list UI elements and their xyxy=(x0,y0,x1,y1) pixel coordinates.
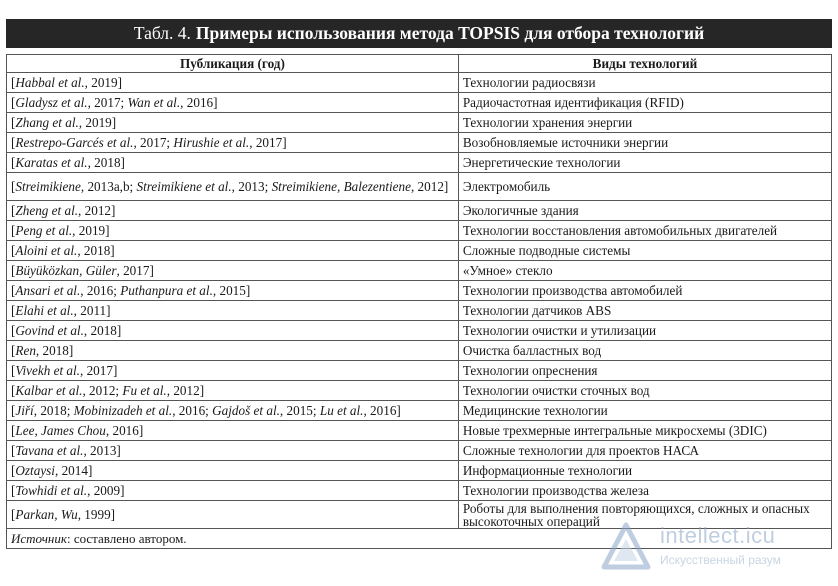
technology-cell: Сложные подводные системы xyxy=(458,241,831,261)
citation-text: , 2012; xyxy=(82,383,123,398)
publication-cell xyxy=(7,421,459,441)
table-caption: Примеры использования метода TOPSIS для отбора технологий xyxy=(195,23,705,43)
technology-cell: Роботы для выполнения повторяющихся, сложных и опасных высокоточных операций xyxy=(458,501,831,529)
footnote-label: Источник xyxy=(11,531,67,546)
table-number: Табл. 4. xyxy=(133,23,191,43)
citation-text: , 2019] xyxy=(72,223,110,238)
author-name: Wan et al. xyxy=(127,95,181,110)
publication-cell xyxy=(7,501,459,529)
citation-text: [ xyxy=(11,463,16,478)
table-row xyxy=(7,261,832,281)
table-row xyxy=(7,241,832,261)
author-name: Restrepo-Garcés et al. xyxy=(15,135,134,150)
citation-text: [ xyxy=(11,343,16,358)
technology-cell: Очистка балластных вод xyxy=(458,341,831,361)
author-name: Tavana et al. xyxy=(15,443,84,458)
citation-text: , 2016; xyxy=(172,403,213,418)
citation-text: , 2015; xyxy=(279,403,320,418)
citation-text: , 2016] xyxy=(363,403,401,418)
table-row xyxy=(7,381,832,401)
citation-text: , 2018; xyxy=(33,403,74,418)
citation-text: , 2018] xyxy=(83,323,122,338)
citation-text: , 2013; xyxy=(231,179,272,194)
author-name: Ren xyxy=(15,343,36,358)
table-row xyxy=(7,113,832,133)
technology-cell: Технологии хранения энергии xyxy=(458,113,831,133)
citation-text: , 2019] xyxy=(84,75,123,90)
table-row xyxy=(7,133,832,153)
technology-cell: Новые трехмерные интегральные микросхемы (3DIC) xyxy=(458,421,831,441)
citation-text: , 2018] xyxy=(87,155,125,170)
author-name: Vivekh et al. xyxy=(15,363,80,378)
citation-text: [ xyxy=(11,263,16,278)
publication-cell xyxy=(7,401,459,421)
citation-text: , 2019] xyxy=(78,115,117,130)
technology-cell: Технологии производства автомобилей xyxy=(458,281,831,301)
citation-text: [ xyxy=(11,483,16,498)
citation-text: [ xyxy=(11,223,16,238)
author-name: Büyüközkan, Güler xyxy=(15,263,117,278)
header-technology: Виды технологий xyxy=(458,55,831,73)
author-name: Habbal et al. xyxy=(15,75,85,90)
citation-text: [ xyxy=(11,443,16,458)
technology-cell: Экологичные здания xyxy=(458,201,831,221)
author-name: Zheng et al. xyxy=(15,203,79,218)
citation-text: , 2009] xyxy=(87,483,125,498)
author-name: Towhidi et al. xyxy=(15,483,88,498)
author-name: Parkan, Wu xyxy=(15,507,78,522)
author-name: Fu et al. xyxy=(122,383,167,398)
publication-cell xyxy=(7,261,459,281)
citation-text: , 2017; xyxy=(87,95,128,110)
citation-text: [ xyxy=(11,95,16,110)
watermark-text: intellect.icu xyxy=(660,523,776,548)
technology-cell: «Умное» стекло xyxy=(458,261,831,281)
citation-text: [ xyxy=(11,507,16,522)
table-row xyxy=(7,301,832,321)
watermark-subtext: Искусственный разум xyxy=(660,553,781,567)
publication-cell xyxy=(7,381,459,401)
publication-cell xyxy=(7,173,459,201)
publication-cell xyxy=(7,241,459,261)
author-name: Mobinizadeh et al. xyxy=(73,403,173,418)
technology-cell: Технологии производства железа xyxy=(458,481,831,501)
author-name: Puthanpura et al. xyxy=(120,283,213,298)
citation-text: , 2012] xyxy=(166,383,205,398)
citation-text: [ xyxy=(11,283,16,298)
citation-text: [ xyxy=(11,135,16,150)
publication-cell xyxy=(7,221,459,241)
footnote xyxy=(7,529,832,549)
publication-cell xyxy=(7,281,459,301)
citation-text: , 2017] xyxy=(249,135,287,150)
citation-text: [ xyxy=(11,203,16,218)
technology-cell: Сложные технологии для проектов НАСА xyxy=(458,441,831,461)
technology-cell: Технологии очистки и утилизации xyxy=(458,321,831,341)
technology-cell: Технологии очистки сточных вод xyxy=(458,381,831,401)
citation-text: , 2016; xyxy=(80,283,121,298)
author-name: Streimikiene xyxy=(15,179,81,194)
citation-text: , 2017; xyxy=(133,135,174,150)
citation-text: , 2016] xyxy=(105,423,144,438)
author-name: Jiří xyxy=(15,403,34,418)
citation-text: [ xyxy=(11,303,16,318)
author-name: Peng et al. xyxy=(15,223,73,238)
citation-text: , 2015] xyxy=(212,283,251,298)
citation-text: [ xyxy=(11,179,16,194)
citation-text: [ xyxy=(11,363,16,378)
table-row xyxy=(7,173,832,201)
citation-text: , 2017] xyxy=(116,263,154,278)
publication-cell xyxy=(7,133,459,153)
publication-cell xyxy=(7,93,459,113)
citation-text: , 2013] xyxy=(83,443,121,458)
author-name: Hirushie et al. xyxy=(173,135,250,150)
publication-cell xyxy=(7,481,459,501)
header-row xyxy=(7,55,832,73)
author-name: Streimikiene, Balezentiene xyxy=(271,179,411,194)
table-row xyxy=(7,421,832,441)
citation-text: [ xyxy=(11,75,16,90)
citation-text: , 2013a,b; xyxy=(80,179,137,194)
topsis-table xyxy=(6,54,832,549)
citation-text: , 2016] xyxy=(180,95,218,110)
author-name: Gladysz et al. xyxy=(15,95,88,110)
publication-cell xyxy=(7,153,459,173)
technology-cell: Технологии восстановления автомобильных двигателей xyxy=(458,221,831,241)
publication-cell xyxy=(7,361,459,381)
table-row xyxy=(7,321,832,341)
table-row xyxy=(7,201,832,221)
table-row xyxy=(7,361,832,381)
author-name: Streimikiene et al. xyxy=(136,179,232,194)
technology-cell: Энергетические технологии xyxy=(458,153,831,173)
publication-cell xyxy=(7,441,459,461)
table-row xyxy=(7,73,832,93)
citation-text: , 2012] xyxy=(410,179,449,194)
table-row xyxy=(7,401,832,421)
publication-cell xyxy=(7,201,459,221)
author-name: Karatas et al. xyxy=(15,155,88,170)
citation-text: [ xyxy=(11,155,16,170)
technology-cell: Радиочастотная идентификация (RFID) xyxy=(458,93,831,113)
publication-cell xyxy=(7,301,459,321)
author-name: Ansari et al. xyxy=(15,283,81,298)
author-name: Lu et al. xyxy=(319,403,364,418)
citation-text: [ xyxy=(11,403,16,418)
publication-cell xyxy=(7,73,459,93)
publication-cell xyxy=(7,321,459,341)
citation-text: , 2018] xyxy=(77,243,115,258)
author-name: Govind et al. xyxy=(15,323,84,338)
footnote-row xyxy=(7,529,832,549)
author-name: Oztaysi xyxy=(15,463,55,478)
technology-cell: Технологии опреснения xyxy=(458,361,831,381)
table-row xyxy=(7,93,832,113)
citation-text: , 2014] xyxy=(54,463,93,478)
author-name: Gajdoš et al. xyxy=(212,403,280,418)
citation-text: [ xyxy=(11,115,16,130)
table-row xyxy=(7,221,832,241)
author-name: Aloini et al. xyxy=(15,243,78,258)
publication-cell xyxy=(7,113,459,133)
technology-cell: Информационные технологии xyxy=(458,461,831,481)
citation-text: , 2011] xyxy=(73,303,111,318)
technology-cell: Технологии датчиков ABS xyxy=(458,301,831,321)
table-row xyxy=(7,153,832,173)
technology-cell: Электромобиль xyxy=(458,173,831,201)
author-name: Lee, James Chou xyxy=(15,423,106,438)
citation-text: [ xyxy=(11,323,16,338)
author-name: Zhang et al. xyxy=(15,115,79,130)
citation-text: , 1999] xyxy=(77,507,116,522)
citation-text: [ xyxy=(11,423,16,438)
technology-cell: Возобновляемые источники энергии xyxy=(458,133,831,153)
table-row xyxy=(7,281,832,301)
citation-text: , 2018] xyxy=(35,343,74,358)
author-name: Elahi et al. xyxy=(15,303,74,318)
header-publication: Публикация (год) xyxy=(7,55,459,73)
author-name: Kalbar et al. xyxy=(15,383,83,398)
technology-cell: Технологии радиосвязи xyxy=(458,73,831,93)
citation-text: , 2012] xyxy=(78,203,116,218)
table-body xyxy=(7,73,832,529)
citation-text: [ xyxy=(11,383,16,398)
table-row xyxy=(7,441,832,461)
publication-cell xyxy=(7,461,459,481)
citation-text: , 2017] xyxy=(79,363,118,378)
table-row xyxy=(7,501,832,529)
table-row xyxy=(7,461,832,481)
publication-cell xyxy=(7,341,459,361)
technology-cell: Медицинские технологии xyxy=(458,401,831,421)
table-row xyxy=(7,481,832,501)
citation-text: [ xyxy=(11,243,16,258)
table-row xyxy=(7,341,832,361)
table-title xyxy=(6,19,832,48)
footnote-text: : составлено автором. xyxy=(66,531,187,546)
